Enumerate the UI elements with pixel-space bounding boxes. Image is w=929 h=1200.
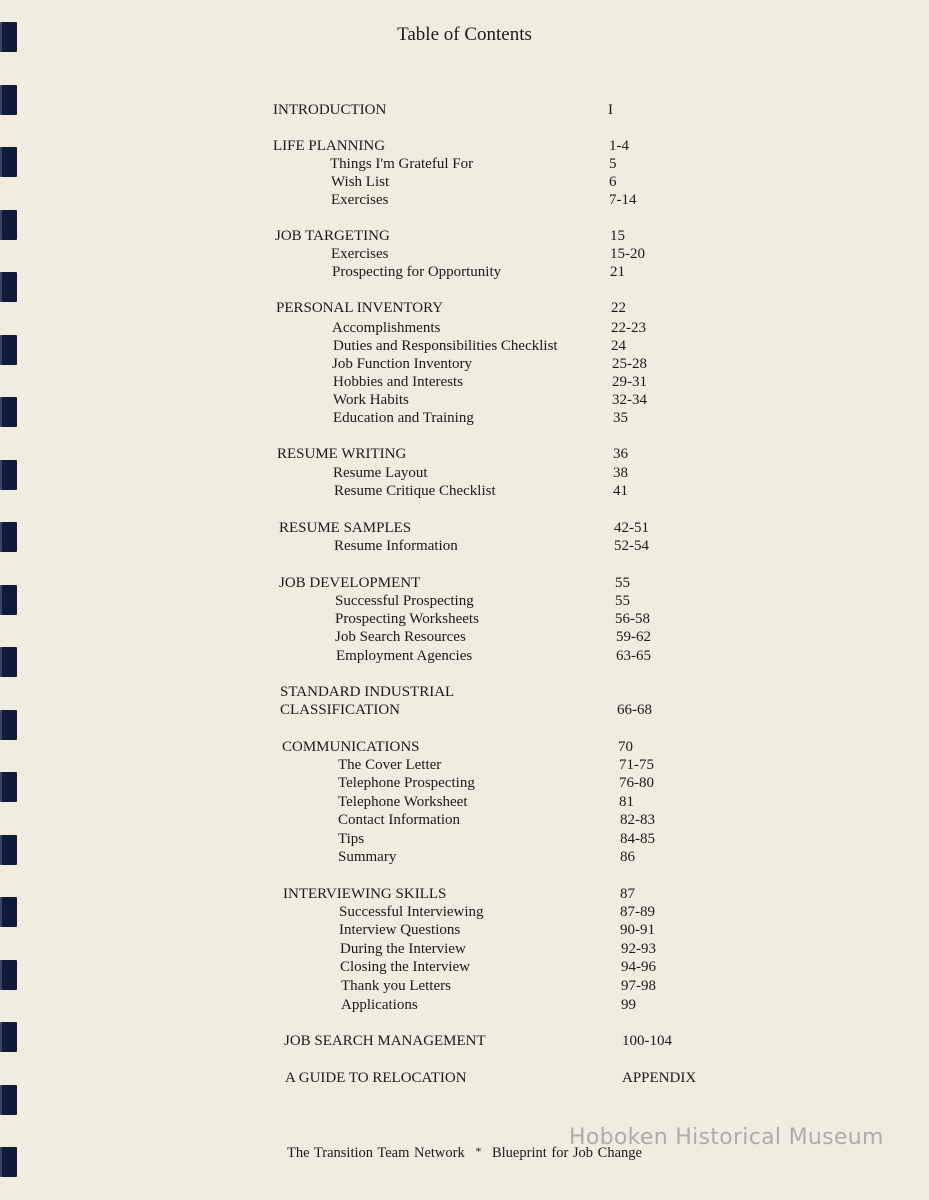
toc-section-entry — [0, 446, 929, 464]
toc-entry-label: Resume Information — [334, 538, 458, 554]
toc-entry-label: Prospecting Worksheets — [335, 611, 479, 627]
toc-entry-page-number: 42-51 — [614, 520, 649, 536]
toc-entry-page-number: 100-104 — [622, 1033, 672, 1049]
toc-section-entry — [0, 102, 929, 120]
toc-subsection-entry — [0, 264, 929, 282]
toc-entry-page-number: 87 — [620, 886, 635, 902]
toc-entry-page-number: 21 — [610, 264, 625, 280]
toc-entry-label: Successful Prospecting — [335, 593, 474, 609]
toc-entry-label: PERSONAL INVENTORY — [276, 300, 444, 316]
toc-section-entry — [0, 886, 929, 904]
toc-entry-label: Work Habits — [333, 392, 409, 408]
toc-entry-label: Education and Training — [333, 410, 474, 426]
page-title: Table of Contents — [397, 24, 532, 45]
toc-entry-page-number: 35 — [613, 410, 628, 426]
toc-entry-label: Tips — [338, 831, 365, 847]
toc-subsection-entry — [0, 941, 929, 959]
toc-entry-page-number: 6 — [609, 174, 617, 190]
toc-entry-page-number: 82-83 — [620, 812, 655, 828]
toc-subsection-entry — [0, 538, 929, 556]
toc-entry-page-number: 1-4 — [609, 138, 629, 154]
toc-entry-page-number: 71-75 — [619, 757, 654, 773]
toc-entry-page-number: 56-58 — [615, 611, 650, 627]
toc-entry-label: Wish List — [331, 174, 390, 190]
toc-entry-label: A GUIDE TO RELOCATION — [285, 1070, 467, 1086]
toc-entry-page-number: 92-93 — [621, 941, 656, 957]
toc-subsection-entry — [0, 156, 929, 174]
toc-entry-label: Successful Interviewing — [339, 904, 484, 920]
toc-subsection-entry — [0, 611, 929, 629]
toc-entry-label: Summary — [338, 849, 397, 865]
toc-subsection-entry — [0, 356, 929, 374]
toc-entry-page-number: 29-31 — [612, 374, 647, 390]
toc-entry-label: Contact Information — [338, 812, 461, 828]
toc-entry-label: During the Interview — [340, 941, 466, 957]
toc-entry-page-number: 70 — [618, 739, 633, 755]
toc-entry-label: COMMUNICATIONS — [282, 739, 420, 755]
toc-entry-page-number: 81 — [619, 794, 634, 810]
toc-subsection-entry — [0, 812, 929, 830]
toc-entry-label: Applications — [341, 997, 418, 1013]
toc-section-entry — [0, 1070, 929, 1088]
toc-entry-label: RESUME WRITING — [277, 446, 407, 462]
toc-entry-label: LIFE PLANNING — [273, 138, 386, 154]
toc-subsection-entry — [0, 959, 929, 977]
toc-entry-label: Things I'm Grateful For — [330, 156, 474, 172]
toc-entry-page-number: 66-68 — [617, 702, 652, 718]
toc-entry-page-number: 38 — [613, 465, 628, 481]
toc-subsection-entry — [0, 392, 929, 410]
footer-separator: * — [475, 1144, 482, 1158]
toc-entry-label: RESUME SAMPLES — [279, 520, 412, 536]
toc-entry-label: Exercises — [331, 246, 389, 262]
toc-entry-page-number: 15-20 — [610, 246, 645, 262]
toc-subsection-entry — [0, 648, 929, 666]
toc-entry-page-number: 52-54 — [614, 538, 649, 554]
toc-subsection-entry — [0, 192, 929, 210]
toc-subsection-entry — [0, 338, 929, 356]
toc-entry-label: Thank you Letters — [341, 978, 451, 994]
toc-entry-label: Job Function Inventory — [332, 356, 472, 372]
watermark: Hoboken Historical Museum — [569, 1125, 884, 1150]
toc-entry-label: STANDARD INDUSTRIAL — [280, 684, 455, 700]
toc-section-entry — [0, 138, 929, 156]
toc-entry-page-number: 5 — [609, 156, 617, 172]
toc-entry-page-number: 36 — [613, 446, 628, 462]
toc-entry-page-number: 15 — [610, 228, 625, 244]
toc-subsection-entry — [0, 465, 929, 483]
toc-entry-page-number: 87-89 — [620, 904, 655, 920]
toc-entry-label: JOB SEARCH MANAGEMENT — [284, 1033, 486, 1049]
toc-entry-label: Resume Critique Checklist — [334, 483, 496, 499]
toc-entry-label: Exercises — [331, 192, 389, 208]
toc-subsection-entry — [0, 904, 929, 922]
toc-subsection-entry — [0, 775, 929, 793]
toc-section-entry — [0, 300, 929, 318]
toc-entry-page-number: 76-80 — [619, 775, 654, 791]
toc-entry-label: Duties and Responsibilities Checklist — [333, 338, 558, 354]
toc-entry-label: CLASSIFICATION — [280, 702, 401, 718]
toc-entry-label: Prospecting for Opportunity — [332, 264, 502, 280]
toc-entry-label: Telephone Prospecting — [338, 775, 475, 791]
toc-subsection-entry — [0, 174, 929, 192]
toc-subsection-entry — [0, 922, 929, 940]
toc-entry-label: JOB TARGETING — [275, 228, 390, 244]
toc-section-entry — [0, 739, 929, 757]
toc-entry-page-number: 63-65 — [616, 648, 651, 664]
toc-subsection-entry — [0, 978, 929, 996]
toc-entry-page-number: 94-96 — [621, 959, 656, 975]
toc-subsection-entry — [0, 320, 929, 338]
toc-entry-page-number: 59-62 — [616, 629, 651, 645]
toc-subsection-entry — [0, 757, 929, 775]
toc-subsection-entry — [0, 831, 929, 849]
toc-subsection-entry — [0, 374, 929, 392]
toc-entry-page-number: 7-14 — [609, 192, 637, 208]
toc-entry-page-number: APPENDIX — [622, 1070, 697, 1086]
toc-entry-page-number: 99 — [621, 997, 636, 1013]
toc-entry-page-number: 32-34 — [612, 392, 647, 408]
toc-subsection-entry — [0, 849, 929, 867]
toc-section-entry — [0, 520, 929, 538]
toc-entry-label: JOB DEVELOPMENT — [279, 575, 421, 591]
toc-section-entry — [0, 1033, 929, 1051]
toc-entry-label: Job Search Resources — [335, 629, 466, 645]
toc-subsection-entry — [0, 794, 929, 812]
toc-entry-page-number: 90-91 — [620, 922, 655, 938]
toc-entry-label: Closing the Interview — [340, 959, 470, 975]
toc-entry-label: Resume Layout — [333, 465, 428, 481]
toc-entry-label: Hobbies and Interests — [333, 374, 463, 390]
toc-entry-page-number: 55 — [615, 575, 630, 591]
toc-entry-label: INTERVIEWING SKILLS — [283, 886, 447, 902]
toc-subsection-entry — [0, 246, 929, 264]
toc-section-entry — [0, 684, 929, 702]
toc-entry-page-number: 25-28 — [612, 356, 647, 372]
toc-entry-page-number: 41 — [613, 483, 628, 499]
toc-entry-page-number: 24 — [611, 338, 626, 354]
toc-entry-page-number: I — [608, 102, 613, 118]
toc-subsection-entry — [0, 997, 929, 1015]
toc-entry-page-number: 84-85 — [620, 831, 655, 847]
toc-entry-label: INTRODUCTION — [273, 102, 387, 118]
toc-entry-label: The Cover Letter — [338, 757, 442, 773]
toc-entry-page-number: 22 — [611, 300, 626, 316]
toc-entry-page-number: 86 — [620, 849, 635, 865]
toc-section-entry — [0, 575, 929, 593]
toc-subsection-entry — [0, 410, 929, 428]
toc-entry-label: Employment Agencies — [336, 648, 473, 664]
toc-subsection-entry — [0, 593, 929, 611]
toc-section-entry — [0, 228, 929, 246]
toc-entry-page-number: 55 — [615, 593, 630, 609]
toc-entry-label: Telephone Worksheet — [338, 794, 468, 810]
toc-entry-label: Interview Questions — [339, 922, 461, 938]
footer-workbook-title: Blueprint for Job Change — [491, 1145, 642, 1161]
toc-entry-label: Accomplishments — [332, 320, 441, 336]
toc-section-entry — [0, 702, 929, 720]
toc-subsection-entry — [0, 629, 929, 647]
toc-subsection-entry — [0, 483, 929, 501]
footer-organization: The Transition Team Network — [287, 1145, 465, 1161]
toc-entry-page-number: 97-98 — [621, 978, 656, 994]
toc-entry-page-number: 22-23 — [611, 320, 646, 336]
